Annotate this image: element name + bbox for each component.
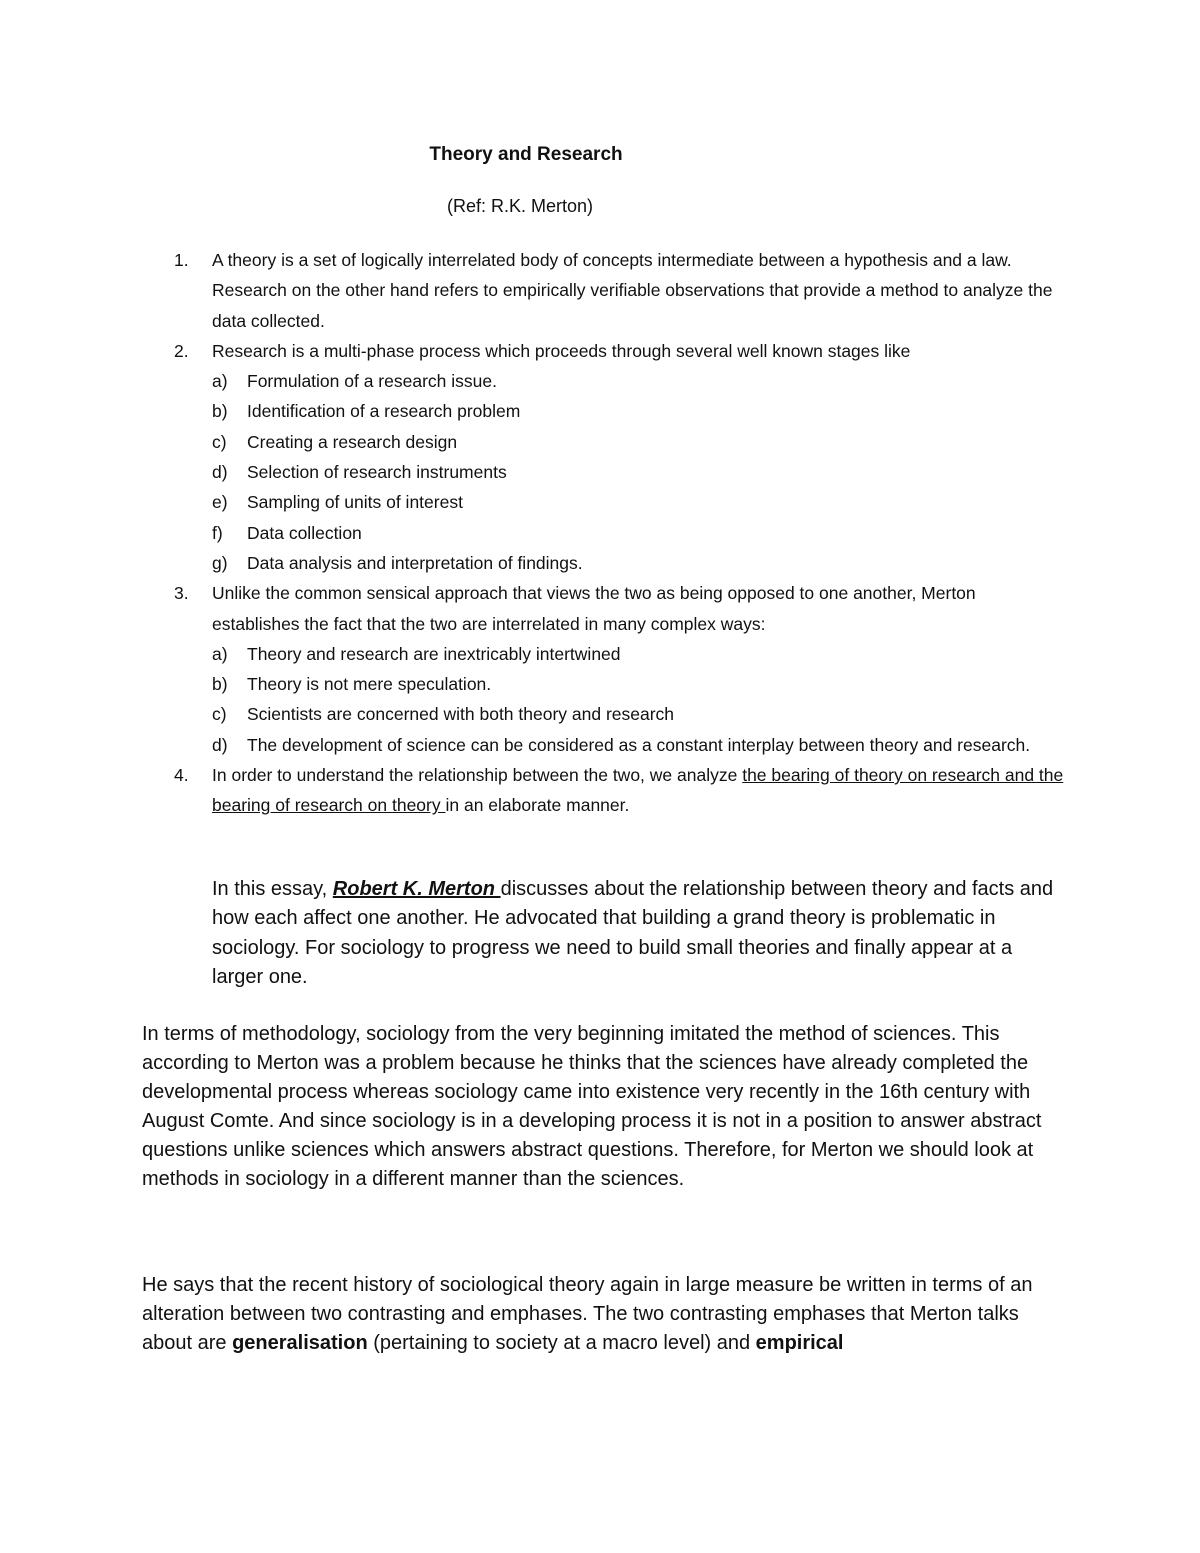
list-item-2	[174, 336, 1064, 366]
list-item-3	[174, 578, 1064, 639]
list-number: 4.	[174, 765, 189, 786]
sub-letter: b)	[212, 401, 228, 422]
sub-text: Identification of a research problem	[247, 401, 521, 422]
sub-letter: d)	[212, 734, 228, 755]
sub-text: Sampling of units of interest	[247, 492, 463, 513]
sub-letter: d)	[212, 462, 228, 483]
sub-text: Data analysis and interpretation of findings.	[247, 552, 583, 573]
list-number: 3.	[174, 583, 189, 604]
sub-text: Creating a research design	[247, 431, 458, 452]
list-item-4	[174, 760, 1064, 821]
sub-text: Selection of research instruments	[247, 462, 507, 483]
methodology-paragraph: In terms of methodology, sociology from the very beginning imitated the method of sciences. This according to Merton was a problem because he thinks that the sciences have already completed the developmental process whereas sociology came into existence very recently in the 16th century with August Comte. And since sociology is in a developing process it is not in a position to answer abstract questions unlike sciences which answers abstract questions. Therefore, for Merton we should look at methods in sociology in a different manner than the sciences.	[142, 1023, 1042, 1190]
sub-letter: g)	[212, 552, 228, 573]
sub-item	[174, 730, 1064, 760]
list-item-text: A theory is a set of logically interrelated body of concepts intermediate between a hypothesis and a law. Research on the other hand refers to empirically verifiable observations that provide a method to analyze the data collected.	[212, 250, 1053, 331]
sub-letter: a)	[212, 643, 228, 664]
sub-text: Data collection	[247, 522, 362, 543]
sub-text: Theory and research are inextricably intertwined	[247, 643, 621, 664]
list-item-text: In order to understand the relationship between the two, we analyze	[212, 765, 743, 786]
sub-letter: b)	[212, 674, 228, 695]
sub-item	[174, 699, 1064, 729]
underlined-phrase: the bearing of theory on research and the bearing of research on theory	[212, 765, 1064, 816]
author-name: Robert K. Merton	[332, 878, 501, 900]
essay-paragraph	[212, 875, 1062, 993]
sub-item	[174, 639, 1064, 669]
numbered-list	[174, 245, 1064, 821]
list-number: 2.	[174, 340, 189, 361]
sub-item	[174, 669, 1064, 699]
essay-text-end: discusses about the relationship between theory and facts and how each affect one another. He advocated that building a grand theory is problematic in sociology. For sociology to progress we need to build small theories and finally appear at a larger one.	[212, 878, 1054, 989]
list-item-text: Research is a multi-phase process which proceeds through several well known stages like	[212, 340, 911, 361]
sub-item	[174, 427, 1064, 457]
sub-item	[174, 487, 1064, 517]
sub-letter: e)	[212, 492, 228, 513]
sub-text: Formulation of a research issue.	[247, 371, 497, 392]
sub-letter: a)	[212, 371, 228, 392]
sub-item	[174, 396, 1064, 426]
bold-term-generalisation: generalisation	[232, 1332, 368, 1354]
list-item-text: Unlike the common sensical approach that views the two as being opposed to one another, Merton establishes the fact that the two are interrelated in many complex ways:	[212, 583, 976, 634]
sub-item	[174, 518, 1064, 548]
sub-text: Scientists are concerned with both theory and research	[247, 704, 675, 725]
sub-text: Theory is not mere speculation.	[247, 674, 492, 695]
document-title: Theory and Research	[429, 144, 623, 165]
document-reference: (Ref: R.K. Merton)	[446, 196, 594, 216]
sub-letter: c)	[212, 431, 227, 452]
sub-item	[174, 457, 1064, 487]
list-item-1	[174, 245, 1064, 336]
paragraph-text-middle: (pertaining to society at a macro level) and	[367, 1332, 756, 1354]
list-item-text-end: in an elaborate manner.	[445, 795, 630, 816]
essay-text-start: In this essay,	[212, 878, 333, 900]
list-number: 1.	[174, 250, 189, 270]
sub-item	[174, 548, 1064, 578]
emphases-paragraph	[142, 1271, 1067, 1358]
sub-letter: c)	[212, 704, 227, 725]
sub-item	[174, 366, 1064, 396]
sub-letter: f)	[212, 522, 223, 543]
sub-text: The development of science can be considered as a constant interplay between theory and research.	[247, 734, 1031, 755]
bold-term-empirical: empirical	[755, 1332, 844, 1354]
paragraph-text-start: He says that the recent history of sociological theory again in large measure be written in terms of an alteration between two contrasting and emphases. The two contrasting emphases that Merton talks about are	[142, 1274, 1033, 1354]
